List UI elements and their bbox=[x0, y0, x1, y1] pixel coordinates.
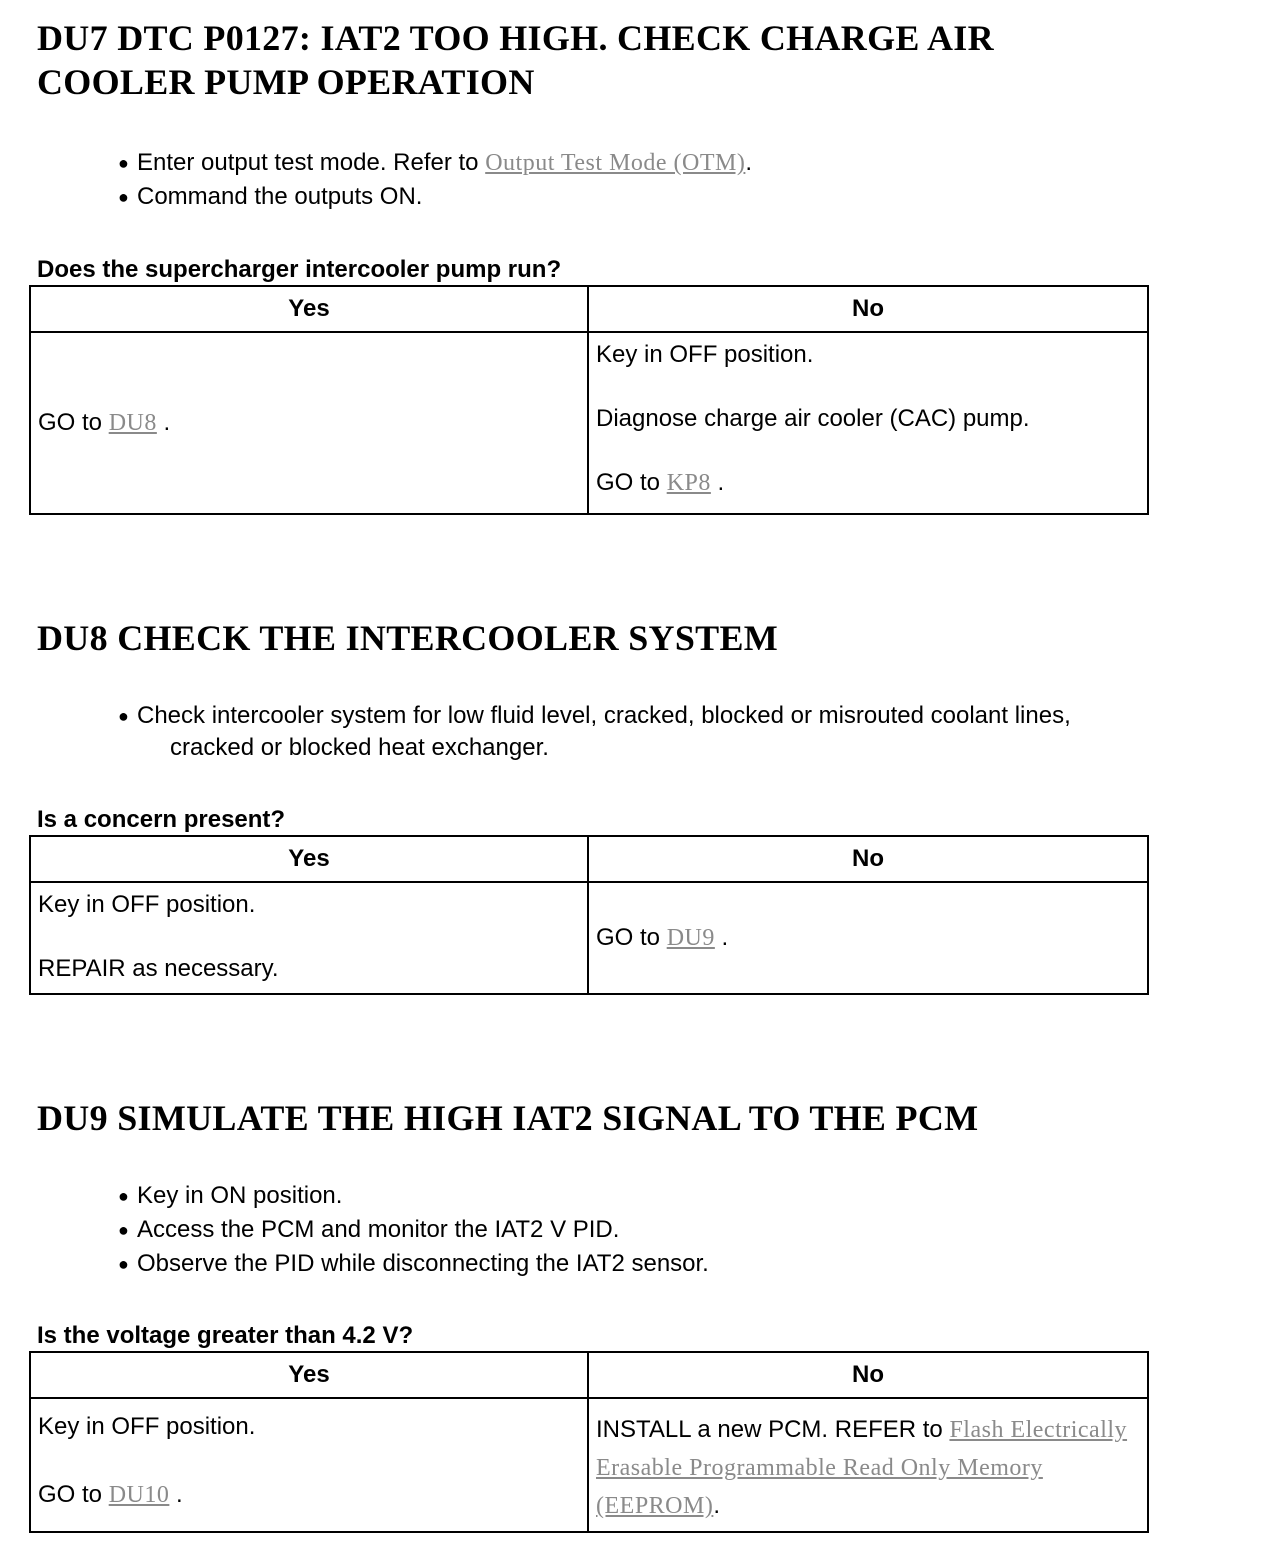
du8-no-header: No bbox=[588, 836, 1148, 882]
bullet-icon: ● bbox=[118, 153, 129, 173]
bullet-icon: ● bbox=[118, 1220, 129, 1240]
link-du9[interactable]: DU9 bbox=[666, 925, 715, 951]
bullet-icon: ● bbox=[118, 1254, 129, 1274]
du8-yes-header: Yes bbox=[30, 836, 588, 882]
du7-table bbox=[29, 285, 1149, 515]
du9-step-1: ● Key in ON position. bbox=[118, 1179, 1228, 1213]
bullet-icon: ● bbox=[118, 1186, 129, 1206]
du9-yes-cell: Key in OFF position. GO to DU10 . bbox=[30, 1398, 588, 1532]
du7-no-cell: Key in OFF position. Diagnose charge air cooler (CAC) pump. GO to KP8 . bbox=[588, 332, 1148, 514]
link-du10[interactable]: DU10 bbox=[108, 1482, 170, 1508]
du7-step-1: ● Enter output test mode. Refer to Output Test Mode (OTM). bbox=[118, 146, 1228, 180]
du7-title bbox=[37, 16, 994, 104]
du8-step-1: ● Check intercooler system for low fluid level, cracked, blocked or misrouted coolant lines, cracked or blocked heat exchanger. bbox=[118, 702, 1071, 761]
du9-title: DU9 SIMULATE THE HIGH IAT2 SIGNAL TO THE PCM bbox=[37, 1098, 979, 1138]
du9-step-2: ● Access the PCM and monitor the IAT2 V PID. bbox=[118, 1213, 1228, 1247]
du7-question: Does the supercharger intercooler pump run? bbox=[37, 256, 562, 283]
link-flash-eeprom[interactable]: Flash Electrically Erasable Programmable Read Only Memory (EEPROM) bbox=[596, 1417, 1128, 1519]
du9-question: Is the voltage greater than 4.2 V? bbox=[37, 1322, 414, 1349]
du7-title-line2: COOLER PUMP OPERATION bbox=[37, 62, 535, 102]
du9-table bbox=[29, 1351, 1149, 1533]
du8-steps bbox=[118, 700, 1228, 764]
du9-yes-header: Yes bbox=[30, 1352, 588, 1398]
link-kp8[interactable]: KP8 bbox=[666, 470, 711, 496]
du7-steps bbox=[118, 146, 1228, 214]
du8-no-cell: GO to DU9 . bbox=[588, 882, 1148, 994]
du9-step-3: ● Observe the PID while disconnecting the IAT2 sensor. bbox=[118, 1247, 1228, 1281]
du8-yes-cell: Key in OFF position. REPAIR as necessary. bbox=[30, 882, 588, 994]
link-du8[interactable]: DU8 bbox=[108, 410, 157, 436]
du7-title-line1: DU7 DTC P0127: IAT2 TOO HIGH. CHECK CHARGE AIR bbox=[37, 18, 994, 58]
bullet-icon: ● bbox=[118, 706, 129, 726]
du7-yes-header: Yes bbox=[30, 286, 588, 332]
du8-question: Is a concern present? bbox=[37, 806, 286, 833]
link-output-test-mode[interactable]: Output Test Mode (OTM) bbox=[485, 150, 746, 176]
du9-no-header: No bbox=[588, 1352, 1148, 1398]
du8-title: DU8 CHECK THE INTERCOOLER SYSTEM bbox=[37, 618, 779, 658]
du7-yes-cell: GO to DU8 . bbox=[30, 332, 588, 514]
du7-no-header: No bbox=[588, 286, 1148, 332]
bullet-icon: ● bbox=[118, 187, 129, 207]
du9-no-cell: INSTALL a new PCM. REFER to Flash Electrically Erasable Programmable Read Only Memory (EEPROM). bbox=[588, 1398, 1148, 1532]
du7-step-2: ● Command the outputs ON. bbox=[118, 180, 1228, 214]
du9-steps bbox=[118, 1179, 1228, 1281]
du8-table bbox=[29, 835, 1149, 995]
